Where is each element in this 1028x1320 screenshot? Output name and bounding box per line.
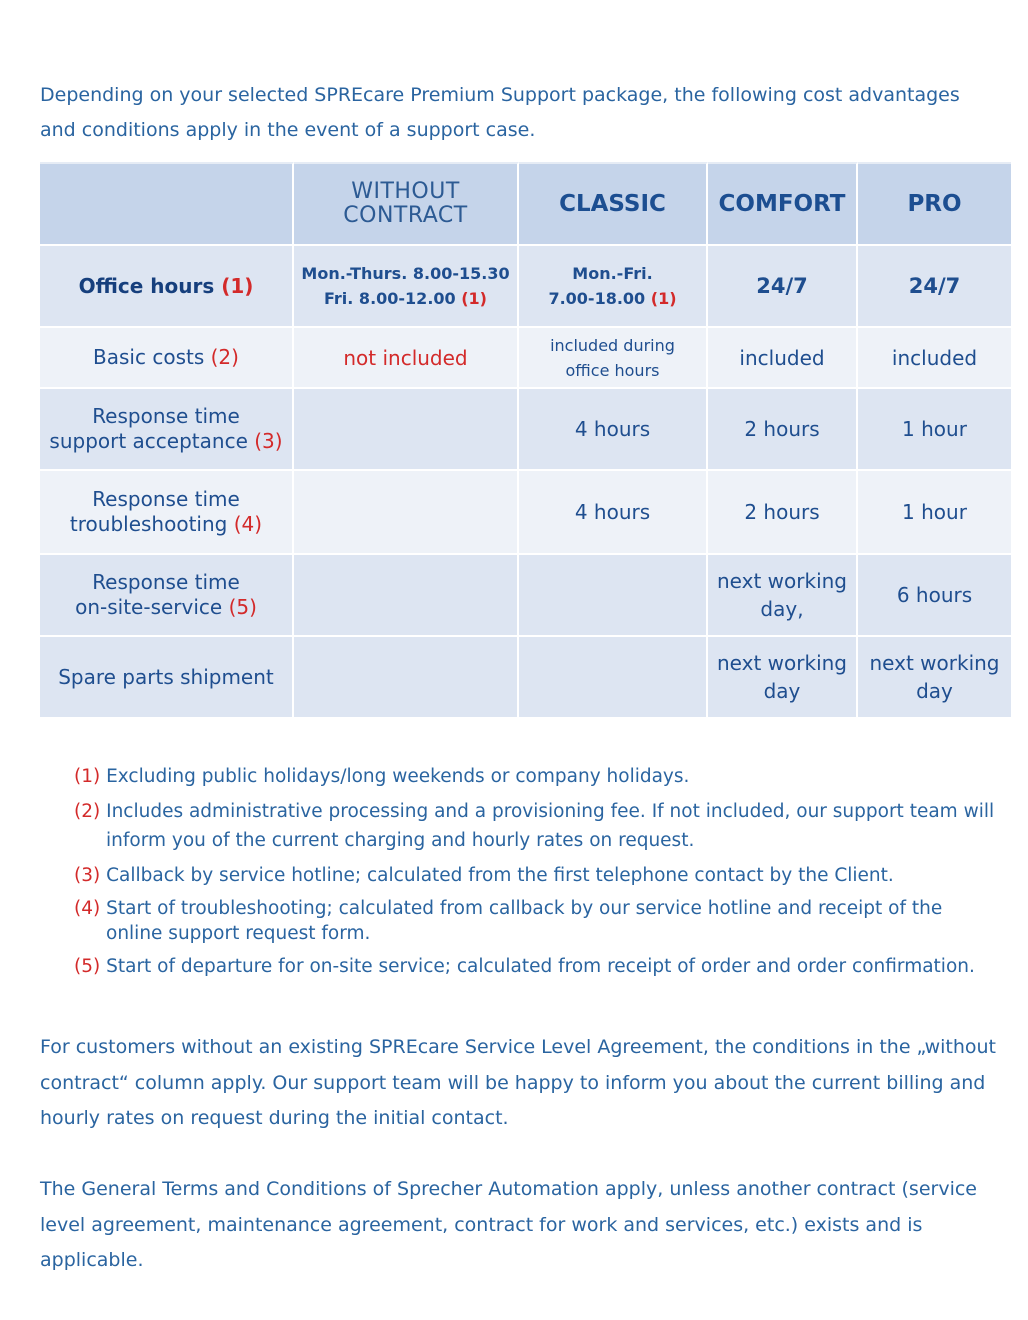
header-comfort: COMFORT (708, 162, 858, 246)
row-label-basic-costs: Basic costs (2) (40, 328, 294, 389)
row-response-support (40, 389, 1011, 471)
footnote-5: (5) Start of departure for on-site service; calculated from receipt of order and order confirmation. (74, 956, 975, 977)
cell-basic-costs-comfort: included (708, 328, 858, 389)
footnote-1: (1) Excluding public holidays/long weekends or company holidays. (74, 766, 690, 787)
row-response-onsite (40, 555, 1011, 637)
cell-response-support-classic: 4 hours (519, 389, 708, 471)
cell-basic-costs-classic: included during office hours (519, 328, 708, 389)
header-classic: CLASSIC (519, 162, 708, 246)
support-packages-table (40, 162, 1011, 719)
row-label-response-support: Response time support acceptance (3) (40, 389, 294, 471)
cell-office-hours-comfort: 24/7 (708, 246, 858, 328)
cell-response-onsite-comfort: next working day, (708, 555, 858, 637)
cell-basic-costs-without-contract: not included (294, 328, 519, 389)
cell-response-troubleshooting-classic: 4 hours (519, 471, 708, 555)
row-office-hours (40, 246, 1011, 328)
cell-response-support-comfort: 2 hours (708, 389, 858, 471)
cell-response-troubleshooting-pro: 1 hour (858, 471, 1011, 555)
cell-response-onsite-classic (519, 555, 708, 637)
cell-office-hours-without-contract: Mon.-Thurs. 8.00-15.30 Fri. 8.00-12.00 (1) (294, 246, 519, 328)
cell-spare-parts-without-contract (294, 637, 519, 719)
cell-spare-parts-pro: next working day (858, 637, 1011, 719)
paragraph-terms: The General Terms and Conditions of Sprecher Automation apply, unless another contract (service level agreement, maintenance agreement, contract for work and services, etc.) exists and is applicable. (40, 1178, 977, 1271)
footnote-3: (3) Callback by service hotline; calculated from the first telephone contact by the Client. (74, 865, 894, 886)
row-label-response-onsite: Response time on-site-service (5) (40, 555, 294, 637)
cell-response-onsite-pro: 6 hours (858, 555, 1011, 637)
intro-text: Depending on your selected SPREcare Premium Support package, the following cost advantages and conditions apply in the event of a support case. (40, 84, 960, 141)
row-response-troubleshooting (40, 471, 1011, 555)
cell-spare-parts-classic (519, 637, 708, 719)
cell-response-onsite-without-contract (294, 555, 519, 637)
header-without-contract: WITHOUT CONTRACT (294, 162, 519, 246)
footnotes-list (74, 762, 1004, 987)
cell-response-troubleshooting-comfort: 2 hours (708, 471, 858, 555)
footnote-4: (4) Start of troubleshooting; calculated from callback by our service hotline and receipt of the online support request form. (74, 898, 943, 944)
row-label-spare-parts: Spare parts shipment (40, 637, 294, 719)
header-empty (40, 162, 294, 246)
cell-response-support-pro: 1 hour (858, 389, 1011, 471)
cell-basic-costs-pro: included (858, 328, 1011, 389)
row-spare-parts (40, 637, 1011, 719)
table-header-row (40, 162, 1011, 246)
cell-response-troubleshooting-without-contract (294, 471, 519, 555)
paragraph-without-contract: For customers without an existing SPREcare Service Level Agreement, the conditions in the „without contract“ column apply. Our support team will be happy to inform you about the current billing and hourly rates on request during the initial contact. (40, 1036, 997, 1129)
row-basic-costs (40, 328, 1011, 389)
row-label-response-troubleshooting: Response time troubleshooting (4) (40, 471, 294, 555)
footnote-2: (2) Includes administrative processing and a provisioning fee. If not included, our support team will inform you of the current charging and hourly rates on request. (74, 801, 995, 851)
cell-office-hours-classic: Mon.-Fri. 7.00-18.00 (1) (519, 246, 708, 328)
header-pro: PRO (858, 162, 1011, 246)
row-label-office-hours: Office hours (1) (40, 246, 294, 328)
cell-response-support-without-contract (294, 389, 519, 471)
cell-office-hours-pro: 24/7 (858, 246, 1011, 328)
cell-spare-parts-comfort: next working day (708, 637, 858, 719)
